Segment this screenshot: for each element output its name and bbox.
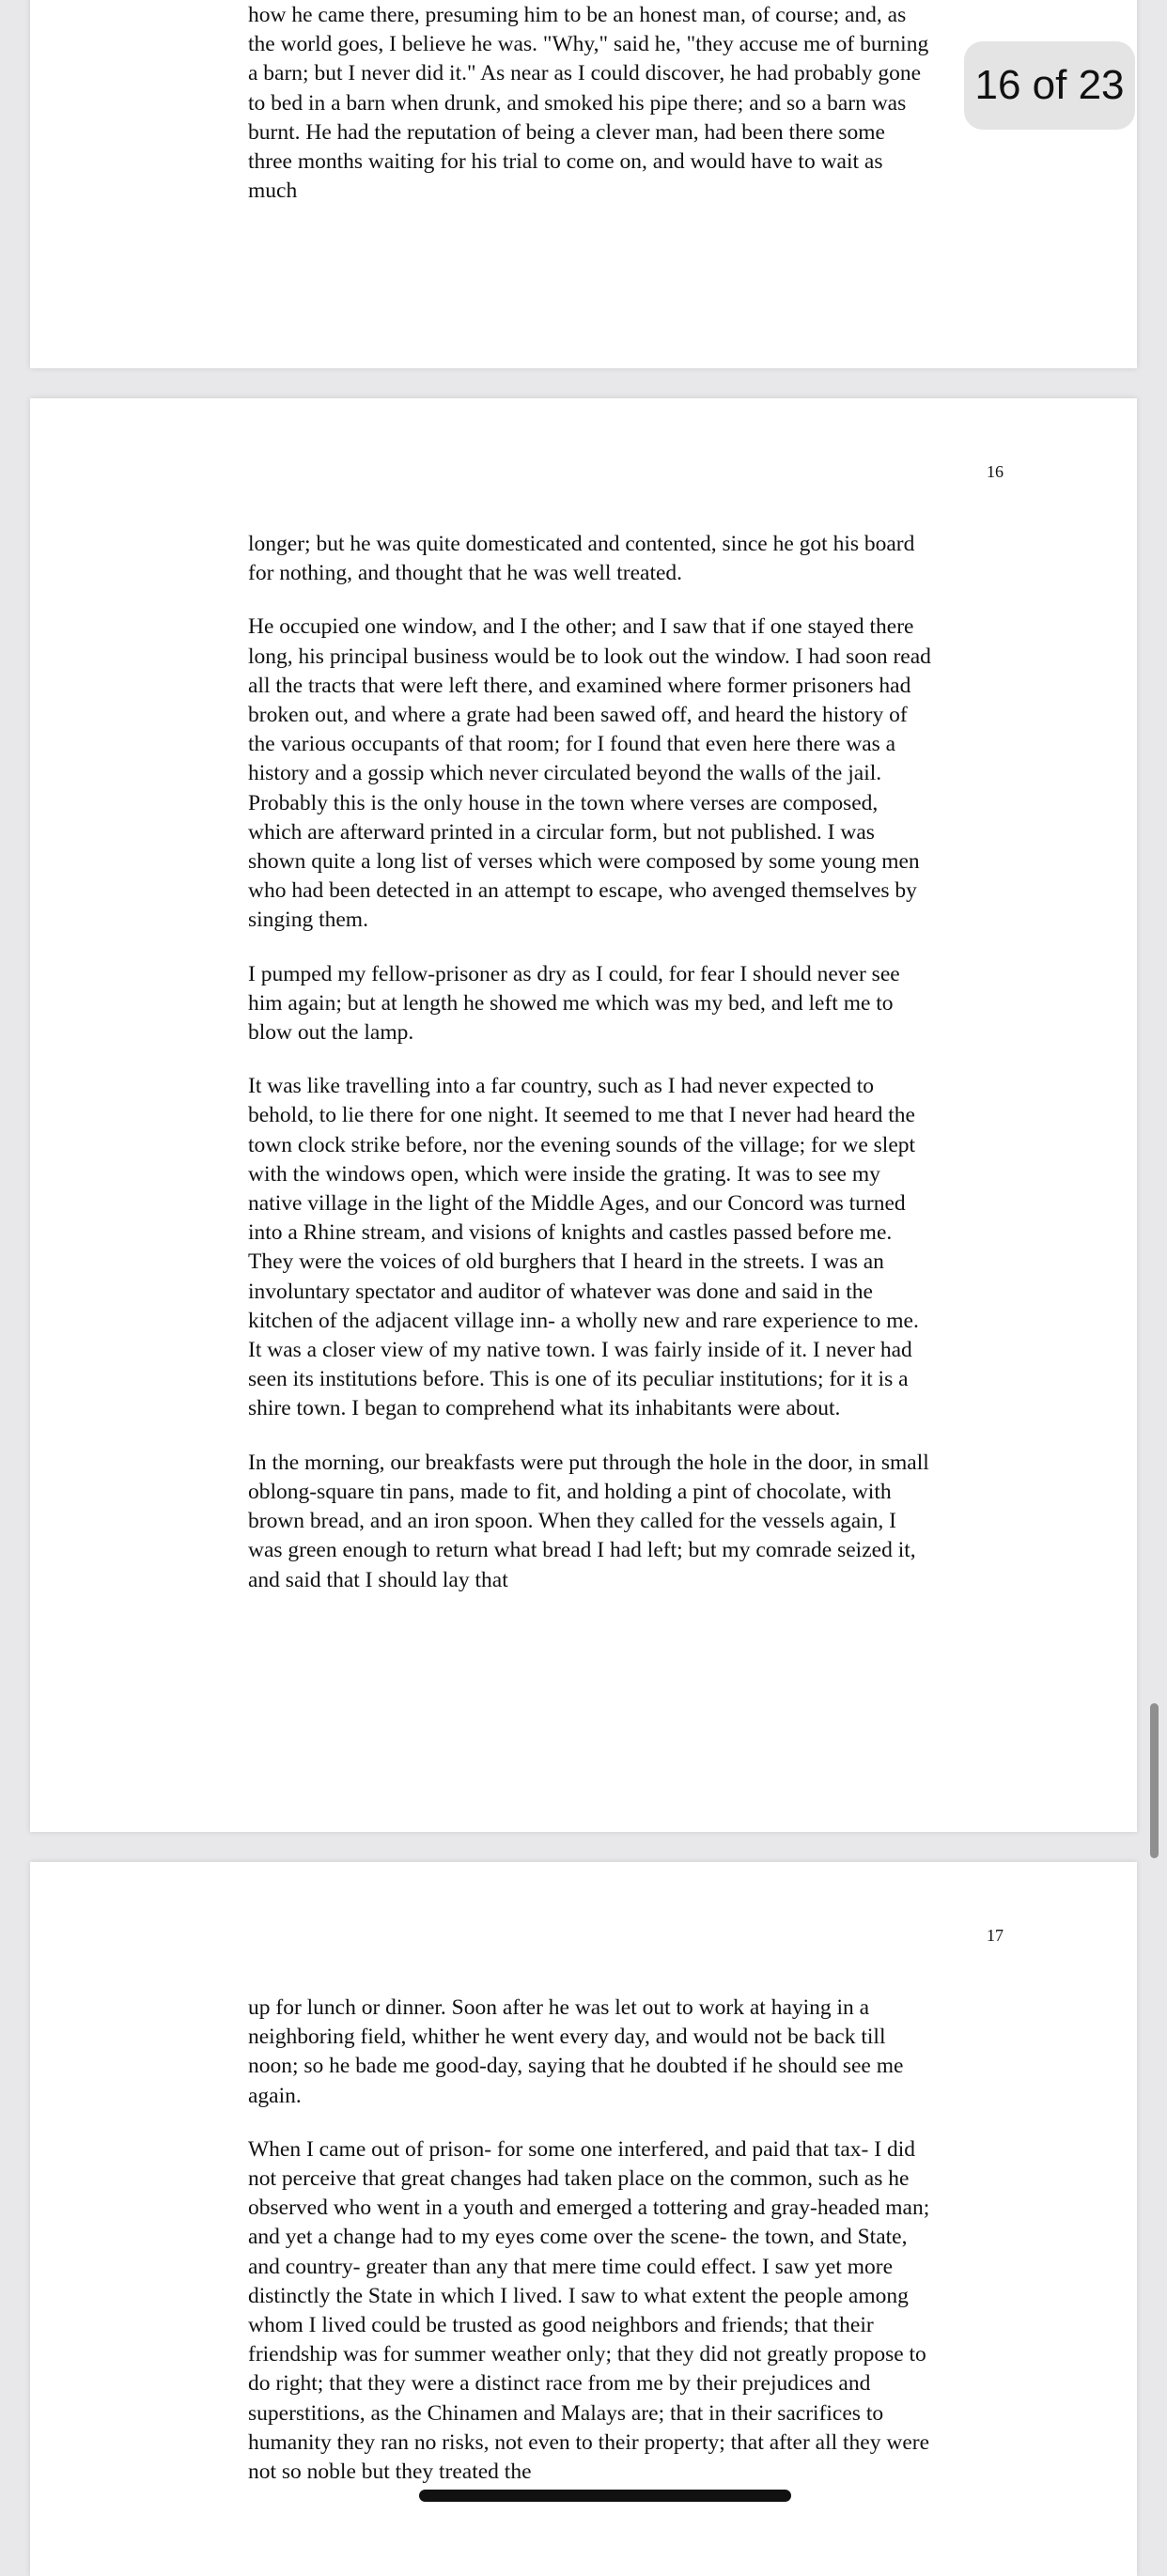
paragraph: I pumped my fellow-prisoner as dry as I could, for fear I should never see him again; but at length he showed me which was my bed, and left me to blow out the lamp.	[248, 961, 900, 1046]
paragraph: He occupied one window, and I the other; and I saw that if one stayed there long, his principal business would be to look out the window. I had soon read all the tracts that were left there, and examined where former prisoners had broken out, and where a grate had been sawed off, and heard the history of the various occupants of that room; for I found that even here there was a history and a gossip which never circulated beyond the walls of the jail. Probably this is the only house in the town where verses are composed, which are afterward printed in a circular form, but not published. I was shown quite a long list of verses which were composed by some young men who had been detected in an attempt to escape, who avenged themselves by singing them.	[248, 614, 931, 933]
document-page-17	[30, 1862, 1137, 2576]
paragraph: how he came there, presuming him to be an honest man, of course; and, as the world goes, I believe he was. "Why," said he, "they accuse me of burning a barn; but I never did it." As near as I could discover, he had probably gone to bed in a barn when drunk, and smoked his pipe there; and so a barn was burnt. He had the reputation of being a clever man, had been there some three months waiting for his trial to come on, and would have to wait as much	[248, 3, 929, 204]
paragraph: up for lunch or dinner. Soon after he was let out to work at haying in a neighboring field, whither he went every day, and would not be back till noon; so he bade me good-day, saying that he doubted if he should see me again.	[248, 1995, 904, 2108]
home-indicator[interactable]	[419, 2490, 791, 2502]
page-number: 17	[987, 1926, 1004, 1945]
page-number: 16	[987, 462, 1004, 481]
paragraph: In the morning, our breakfasts were put through the hole in the door, in small oblong-square tin pans, made to fit, and holding a pint of chocolate, with brown bread, and an iron spoon. When they called for the vessels again, I was green enough to return what bread I had left; but my comrade seized it, and said that I should lay that	[248, 1450, 929, 1592]
page-counter-badge: 16 of 23	[964, 41, 1135, 130]
document-page-16	[30, 398, 1137, 1832]
page-text	[248, 1994, 934, 2487]
scrollbar-thumb[interactable]	[1150, 1703, 1159, 1858]
paragraph: longer; but he was quite domesticated and contented, since he got his board for nothing, and thought that he was well treated.	[248, 532, 915, 586]
page-text	[248, 530, 934, 1595]
paragraph: When I came out of prison- for some one interfered, and paid that tax- I did not perceive that great changes had taken place on the common, such as he observed who went in a youth and emerged a tottering and gray-headed man; and yet a change had to my eyes come over the scene- the town, and State, and country- greater than any that mere time could effect. I saw yet more distinctly the State in which I lived. I saw to what extent the people among whom I lived could be trusted as good neighbors and friends; that their friendship was for summer weather only; that they did not greatly propose to do right; that they were a distinct race from me by their prejudices and superstitions, as the Chinamen and Malays are; that in their sacrifices to humanity they ran no risks, not even to their property; that after all they were not so noble but they treated the	[248, 2136, 930, 2485]
page-text	[248, 1, 934, 206]
paragraph: It was like travelling into a far country, such as I had never expected to behold, to lie there for one night. It seemed to me that I never had heard the town clock strike before, nor the evening sounds of the village; for we slept with the windows open, which were inside the grating. It was to see my native village in the light of the Middle Ages, and our Concord was turned into a Rhine stream, and visions of knights and castles passed before me. They were the voices of old burghers that I heard in the streets. I was an involuntary spectator and auditor of whatever was done and said in the kitchen of the adjacent village inn- a wholly new and rare experience to me. It was a closer view of my native town. I was fairly inside of it. I never had seen its institutions before. This is one of its peculiar institutions; for it is a shire town. I began to comprehend what its inhabitants were about.	[248, 1074, 919, 1421]
